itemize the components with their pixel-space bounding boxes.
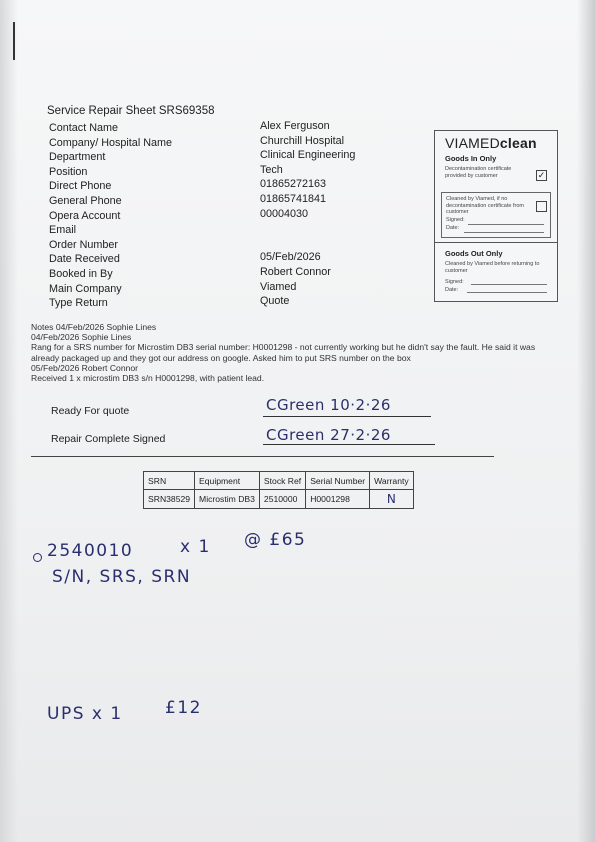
field-label: Department xyxy=(49,151,106,164)
notes-line: 04/Feb/2026 Sophie Lines xyxy=(31,332,132,343)
handwritten-ups-line: UPS x 1 xyxy=(47,704,123,724)
complete-signature-line xyxy=(263,444,435,445)
hospital-name-value: Churchill Hospital xyxy=(260,134,345,147)
handwritten-price: @ £65 xyxy=(244,530,307,550)
field-label: Email xyxy=(49,224,76,237)
goods-out-date-label: Date: xyxy=(445,287,459,293)
ready-for-quote-signature: CGreen 10·2·26 xyxy=(266,396,391,414)
cleaned-text: Cleaned by Viamed, if no decontamination certificate from customer xyxy=(446,196,524,215)
repair-complete-signature: CGreen 27·2·26 xyxy=(266,426,391,444)
booked-in-by-value: Robert Connor xyxy=(260,265,331,278)
section-divider xyxy=(31,456,494,457)
viamed-clean-stamp-box xyxy=(434,130,558,302)
type-return-value: Quote xyxy=(260,295,290,308)
viamed-clean-logo xyxy=(445,135,537,151)
field-label: Order Number xyxy=(49,238,118,251)
field-labels xyxy=(49,121,172,311)
cell-serial-number: H0001298 xyxy=(306,490,370,509)
position-value: Tech xyxy=(260,163,283,176)
cell-srn: SRN38529 xyxy=(144,490,195,509)
cell-equipment: Microstim DB3 xyxy=(195,490,260,509)
field-label: Opera Account xyxy=(49,209,121,222)
field-label: Booked in By xyxy=(49,267,113,280)
srn-table xyxy=(143,471,414,509)
goods-out-divider xyxy=(435,242,557,243)
cleaned-by-viamed-box xyxy=(441,192,551,238)
srn-table-header-row xyxy=(144,472,414,490)
ready-for-quote-label: Ready For quote xyxy=(51,405,130,417)
logo-bold: clean xyxy=(499,135,537,151)
page-right-shadow xyxy=(577,0,595,842)
notes-line: Received 1 x microstim DB3 s/n H0001298, with patient lead. xyxy=(31,373,265,384)
cleaned-date-label: Date: xyxy=(446,225,460,231)
field-label: Company/ Hospital Name xyxy=(49,136,173,149)
cleaned-date-line xyxy=(464,232,544,233)
table-row xyxy=(144,490,414,509)
field-label: Contact Name xyxy=(49,122,119,134)
field-label: Main Company xyxy=(49,282,122,295)
cleaned-signed-line xyxy=(468,224,544,225)
general-phone-value: 01865741841 xyxy=(260,192,327,205)
order-number-value xyxy=(260,236,355,251)
email-value xyxy=(260,221,355,236)
field-values xyxy=(260,119,355,309)
goods-in-title: Goods In Only xyxy=(445,154,497,163)
col-header-warranty: Warranty xyxy=(370,472,414,490)
field-label: General Phone xyxy=(49,194,122,207)
notes-line: Rang for a SRS number for Microstim DB3 serial number: H0001298 - not currently working but he didn't say the fault. He said it was already packaged up and they got our address on google. Asked him to put SRS number on the box xyxy=(31,342,536,363)
handwritten-bullet xyxy=(33,553,42,562)
date-received-value: 05/Feb/2026 xyxy=(260,251,321,264)
handwritten-serial-note: S/N, SRS, SRN xyxy=(52,567,192,587)
opera-account-value: 00004030 xyxy=(260,207,309,220)
page-left-shadow xyxy=(0,0,18,842)
cleaned-checkbox xyxy=(536,201,547,212)
col-header-srn: SRN xyxy=(144,472,195,490)
direct-phone-value: 01865272163 xyxy=(260,178,327,191)
department-value: Clinical Engineering xyxy=(260,149,356,162)
field-label: Type Return xyxy=(49,297,108,310)
col-header-equipment: Equipment xyxy=(195,472,260,490)
main-company-value: Viamed xyxy=(260,280,297,293)
repair-complete-label: Repair Complete Signed xyxy=(51,433,166,445)
handwritten-ups-price: £12 xyxy=(165,698,202,718)
cleaned-signed-label: Signed: xyxy=(446,217,465,223)
field-label: Position xyxy=(49,165,88,178)
goods-in-text: Decontamination certificate provided by customer xyxy=(445,166,512,179)
contact-name-value: Alex Ferguson xyxy=(260,120,330,132)
col-header-serial-number: Serial Number xyxy=(306,472,370,490)
goods-out-signed-line xyxy=(471,284,547,285)
notes-section xyxy=(31,322,556,383)
logo-regular: VIAMED xyxy=(445,135,500,151)
goods-out-signed-label: Signed: xyxy=(445,279,464,285)
handwritten-quantity: x 1 xyxy=(180,537,211,557)
goods-in-checkbox: ✓ xyxy=(537,170,546,180)
pen-mark xyxy=(13,22,15,60)
cell-stock-ref: 2510000 xyxy=(259,490,305,509)
goods-out-date-line xyxy=(467,292,547,293)
col-header-stock-ref: Stock Ref xyxy=(259,472,305,490)
notes-line: 05/Feb/2026 Robert Connor xyxy=(31,362,139,373)
notes-line: Notes 04/Feb/2026 Sophie Lines xyxy=(31,322,157,332)
goods-out-title: Goods Out Only xyxy=(445,249,503,258)
sheet-title: Service Repair Sheet SRS69358 xyxy=(47,105,215,117)
cell-warranty: N xyxy=(370,490,414,509)
field-label: Date Received xyxy=(49,253,120,266)
ready-signature-line xyxy=(263,416,431,417)
field-label: Direct Phone xyxy=(49,180,112,193)
handwritten-part-number: 2540010 xyxy=(47,541,134,561)
goods-out-text: Cleaned by Viamed before returning to customer xyxy=(445,261,540,274)
